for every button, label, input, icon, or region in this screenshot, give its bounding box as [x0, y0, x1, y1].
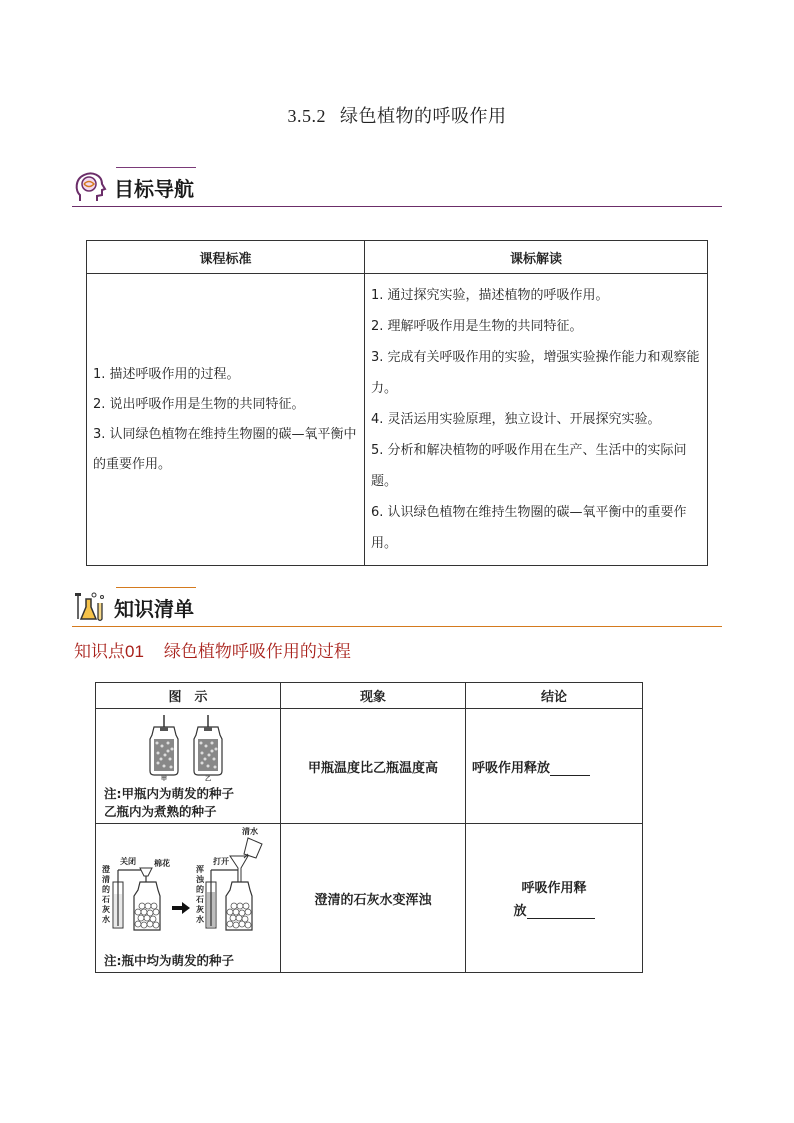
conclusion-line-2: 放: [513, 904, 527, 919]
page-title: [0, 102, 794, 128]
section-header-goals: [72, 167, 722, 207]
standards-table: [86, 240, 708, 566]
section-rule: [72, 206, 722, 208]
table-row: [96, 709, 643, 824]
list-item: 3. 完成有关呼吸作用的实验，增强实验操作能力和观察能力。: [371, 350, 700, 396]
header-top-rule: [116, 587, 196, 588]
note-line-2: 乙瓶内为煮熟的种子: [104, 804, 217, 819]
answer-blank: [550, 775, 590, 776]
conclusion-text-1: 呼吸作用释放: [472, 760, 551, 776]
label-clear-limewater: 澄清的石灰水: [102, 865, 110, 924]
list-item: 1. 描述呼吸作用的过程。: [93, 366, 240, 382]
list-item: 6. 认识绿色植物在维持生物圈的碳—氧平衡中的重要作用。: [371, 505, 687, 551]
section-label-goals: 目标导航: [114, 177, 194, 201]
diagram-cell-thermos: [96, 709, 281, 824]
standards-content-row: [87, 274, 708, 566]
thermos-bottles-diagram: [98, 713, 276, 781]
thermos-bottle-yi: [194, 715, 222, 775]
knowledge-point-title: [74, 637, 351, 662]
header-standard-interpretation: 课标解读: [365, 241, 708, 274]
header-phenomenon: 现象: [281, 683, 466, 709]
phenomenon-cell-1: 甲瓶温度比乙瓶温度高: [281, 709, 466, 824]
section-header-knowledge: [72, 587, 722, 627]
thermos-bottle-jia: [150, 715, 178, 775]
table-row: [96, 824, 643, 973]
header-top-rule: [116, 167, 196, 168]
phenomenon-cell-2: 澄清的石灰水变浑浊: [281, 824, 466, 973]
note-line-1: 注:甲瓶内为萌发的种子: [104, 786, 234, 801]
list-item: 4. 灵活运用实验原理，独立设计、开展探究实验。: [371, 412, 661, 427]
section-rule: [72, 626, 722, 628]
standards-right-cell: [365, 274, 708, 566]
label-cotton: 棉花: [154, 859, 170, 868]
label-clear-water: 清水: [242, 827, 258, 836]
respiration-table: [95, 682, 643, 973]
conclusion-cell-1: [466, 709, 643, 824]
limewater-experiment-diagram: [98, 826, 276, 946]
label-yi: 乙: [205, 776, 212, 781]
list-item: 1. 通过探究实验，描述植物的呼吸作用。: [371, 288, 609, 303]
arrow-right-icon: [172, 902, 190, 914]
diagram-cell-limewater: [96, 824, 281, 973]
section-label-knowledge: 知识清单: [114, 597, 194, 621]
knowledge-point-number: 知识点01: [74, 642, 144, 661]
page-title-number: 3.5.2: [287, 106, 326, 126]
label-opened: 打开: [213, 857, 229, 866]
header-conclusion: 结论: [466, 683, 643, 709]
kp-header-row: [96, 683, 643, 709]
list-item: 2. 理解呼吸作用是生物的共同特征。: [371, 319, 583, 334]
conclusion-cell-2: [466, 824, 643, 973]
brain-head-icon: [72, 169, 108, 205]
page-title-text: 绿色植物的呼吸作用: [340, 106, 507, 127]
conclusion-line-1: 呼吸作用释: [521, 881, 587, 896]
standards-header-row: [87, 241, 708, 274]
answer-blank: [527, 918, 595, 919]
list-item: 5. 分析和解决植物的呼吸作用在生产、生活中的实际问题。: [371, 443, 687, 489]
standards-left-cell: [87, 274, 365, 566]
header-course-standard: 课程标准: [87, 241, 365, 274]
header-diagram: 图 示: [96, 683, 281, 709]
label-closed: 关闭: [120, 857, 136, 866]
list-item: 3. 认同绿色植物在维持生物圈的碳—氧平衡中的重要作用。: [93, 426, 357, 472]
knowledge-point-text: 绿色植物呼吸作用的过程: [163, 642, 351, 662]
label-jia: 甲: [161, 776, 168, 781]
conclusion-line-2-wrap: [467, 900, 641, 919]
label-turbid-limewater: 浑浊的石灰水: [196, 865, 204, 924]
note-seeds-sprouting: 注:瓶中均为萌发的种子: [104, 953, 234, 968]
list-item: 2. 说出呼吸作用是生物的共同特征。: [93, 396, 305, 412]
lab-flask-icon: [72, 589, 108, 625]
